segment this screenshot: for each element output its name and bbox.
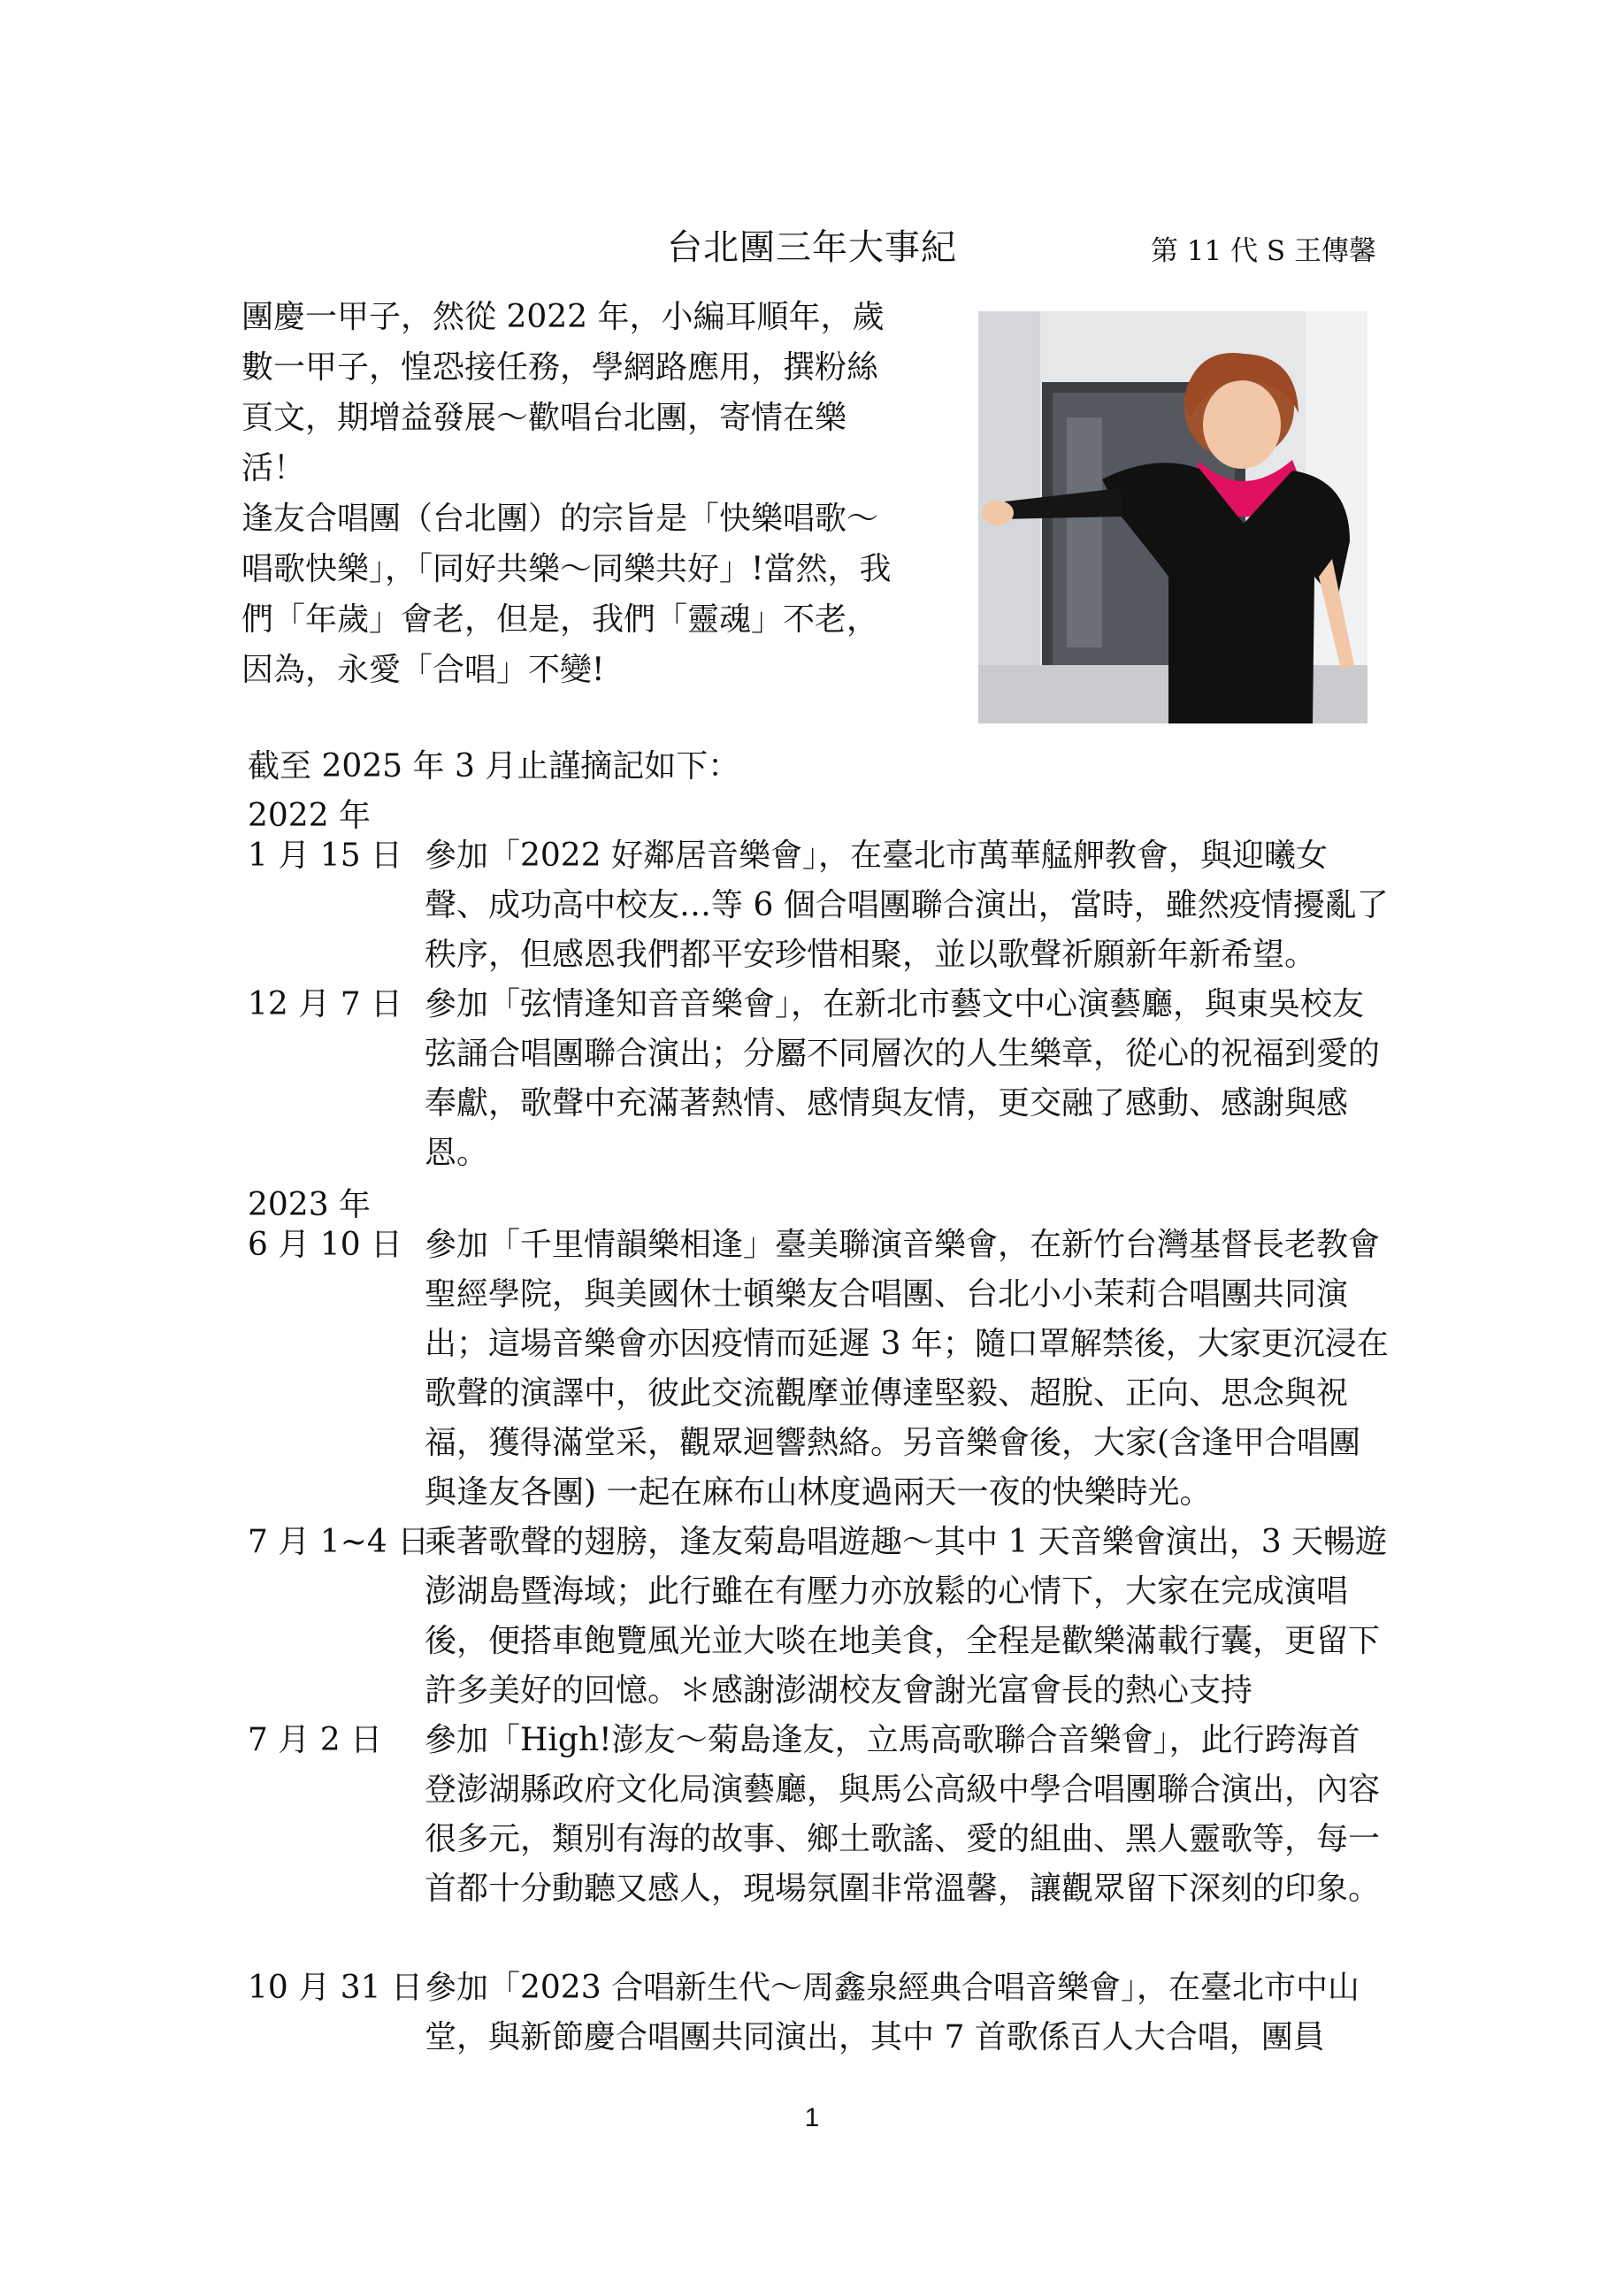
event-text: 乘著歌聲的翅膀，逢友菊島唱遊趣～其中 1 天音樂會演出，3 天暢遊澎湖島暨海域；此行雖在有壓力亦放鬆的心情下，大家在完成演唱後，便搭車飽覽風光並大啖在地美食，全程是歡樂滿載行囊，更留下許多美好的回憶。＊感謝澎湖校友會謝光富會長的熱心支持 (425, 1524, 1388, 1709)
event-entry (248, 1716, 1389, 1914)
portrait-photo (978, 311, 1367, 723)
event-date: 10 月 31 日 (248, 1970, 423, 2006)
event-text: 參加「千里情韻樂相逢」臺美聯演音樂會，在新竹台灣基督長老教會聖經學院，與美國休士頓樂友合唱團、台北小小茉莉合唱團共同演出；這場音樂會亦因疫情而延遲 3 年；隨口罩解禁後，大家更沉浸在歌聲的演譯中，彼此交流觀摩並傳達堅毅、超脫、正向、思念與祝福，獲得滿堂采，觀眾迴響熱絡。另音樂會後，大家(含逢甲合唱團與逢友各團) 一起在麻布山林度過兩天一夜的快樂時光。 (425, 1227, 1389, 1511)
event-date: 1 月 15 日 (248, 838, 403, 874)
page-number: 1 (804, 2103, 820, 2132)
author-byline: 第 11 代 S 王傳馨 (1150, 235, 1376, 267)
event-entry (248, 1518, 1389, 1716)
event-date: 6 月 10 日 (248, 1227, 403, 1263)
event-entry (248, 1221, 1389, 1518)
event-text: 參加「弦情逢知音音樂會」，在新北市藝文中心演藝廳，與東吳校友弦誦合唱團聯合演出；分屬不同層次的人生樂章，從心的祝福到愛的奉獻，歌聲中充滿著熱情、感情與友情，更交融了感動、感謝與感恩。 (425, 986, 1381, 1171)
event-text: 參加「High!澎友～菊島逢友，立馬高歌聯合音樂會」，此行跨海首登澎湖縣政府文化局演藝廳，與馬公高級中學合唱團聯合演出，內容很多元，類別有海的故事、鄉土歌謠、愛的組曲、黑人靈歌等，每一首都十分動聽又感人，現場氛圍非常溫馨，讓觀眾留下深刻的印象。 (425, 1722, 1381, 1907)
page-title: 台北團三年大事紀 (667, 227, 957, 268)
event-entry (248, 831, 1389, 980)
event-date: 12 月 7 日 (248, 986, 403, 1022)
event-date: 7 月 2 日 (248, 1722, 383, 1758)
cutoff-line: 截至 2025 年 3 月止謹摘記如下： (248, 748, 740, 784)
intro-text (241, 292, 896, 695)
portrait-illustration (978, 311, 1367, 723)
intro-paragraph-2: 逢友合唱團（台北團）的宗旨是「快樂唱歌～唱歌快樂」，「同好共樂～同樂共好」!當然，我們「年歲」會老，但是，我們「靈魂」不老，因為，永愛「合唱」不變! (241, 501, 892, 688)
event-entry (248, 1963, 1389, 2063)
event-text: 參加「2022 好鄰居音樂會」，在臺北市萬華艋舺教會，與迎曦女聲、成功高中校友…等 6 個合唱團聯合演出，當時，雖然疫情擾亂了秩序，但感恩我們都平安珍惜相聚，並以歌聲祈願新年新希望。 (425, 838, 1389, 973)
year-heading-2022: 2022 年 (248, 798, 372, 834)
event-entry (248, 980, 1389, 1178)
year-heading-2023: 2023 年 (248, 1187, 372, 1223)
event-date: 7 月 1~4 日 (248, 1524, 430, 1560)
intro-paragraph-1: 團慶一甲子，然從 2022 年，小編耳順年，歲數一甲子，惶恐接任務，學網路應用，撰粉絲頁文，期增益發展～歡唱台北團，寄情在樂活！ (241, 299, 885, 486)
event-text: 參加「2023 合唱新生代～周鑫泉經典合唱音樂會」，在臺北市中山堂，與新節慶合唱團共同演出，其中 7 首歌係百人大合唱，團員 (425, 1970, 1360, 2055)
